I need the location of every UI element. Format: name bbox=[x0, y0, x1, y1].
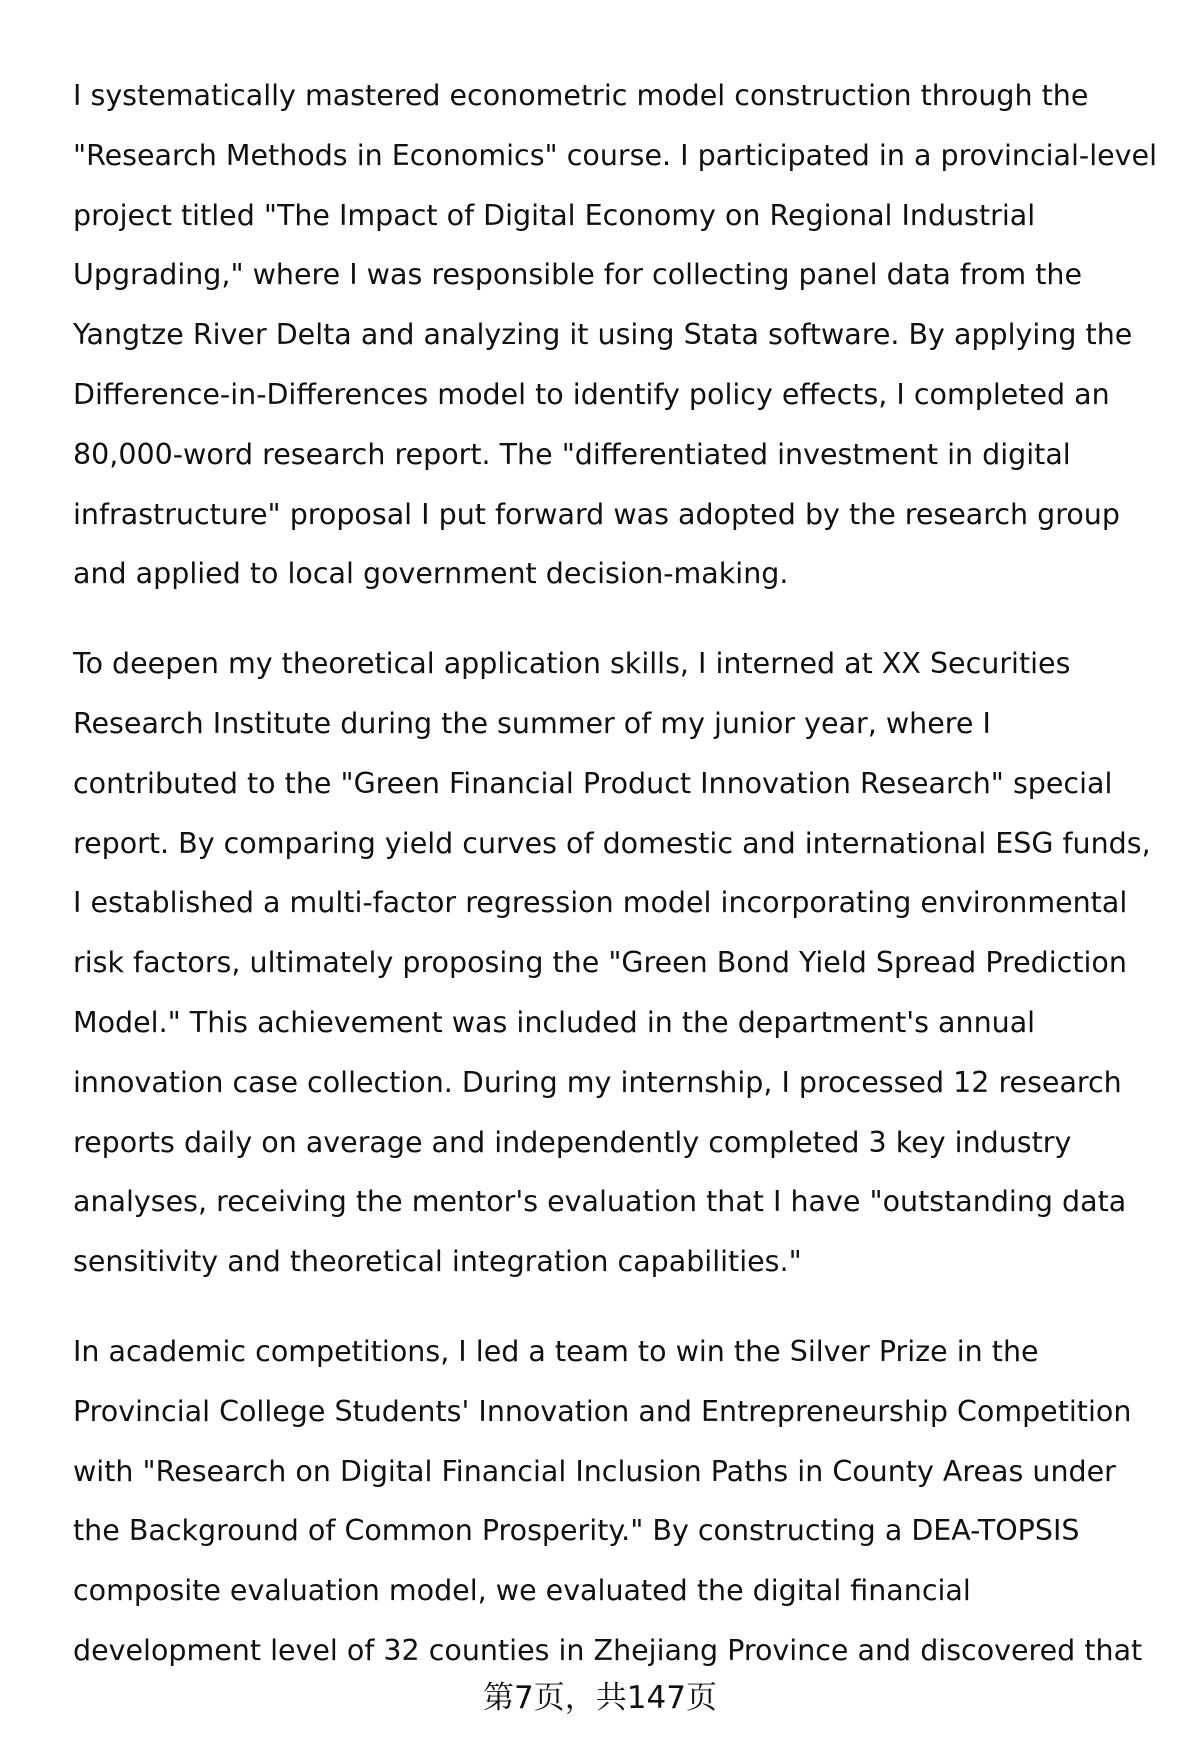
document-body bbox=[73, 66, 1163, 1711]
paragraph-internship: To deepen my theoretical application skills, I interned at XX Securities Research Institute during the summer of my junior year, where I contributed to the "Green Financial Product Innovation Research" special report. By comparing yield curves of domestic and international ESG funds, I established a multi-factor regression model incorporating environmental risk factors, ultimately proposing the "Green Bond Yield Spread Prediction Model." This achievement was included in the department's annual innovation case collection. During my internship, I processed 12 research reports daily on average and independently completed 3 key industry analyses, receiving the mentor's evaluation that I have "outstanding data sensitivity and theoretical integration capabilities." bbox=[73, 647, 1151, 1279]
page-number-footer: 第7页，共147页 bbox=[483, 1680, 717, 1716]
paragraph-competitions: In academic competitions, I led a team to win the Silver Prize in the Provincial College Students' Innovation and Entrepreneurship Competition with "Research on Digital Financial Inclusion Paths in County Areas under the Background of Common Prosperity." By constructing a DEA-TOPSIS composite evaluation model, we evaluated the digital financial development level of 32 counties in Zhejiang Province and discovered that bbox=[73, 1334, 1143, 1667]
paragraph-research-methods: I systematically mastered econometric model construction through the "Research Methods in Economics" course. I participated in a provincial-level project titled "The Impact of Digital Economy on Regional Industrial Upgrading," where I was responsible for collecting panel data from the Yangtze River Delta and analyzing it using Stata software. By applying the Difference-in-Differences model to identify policy effects, I completed an 80,000-word research report. The "differentiated investment in digital infrastructure" proposal I put forward was adopted by the research group and applied to local government decision-making. bbox=[73, 79, 1157, 591]
